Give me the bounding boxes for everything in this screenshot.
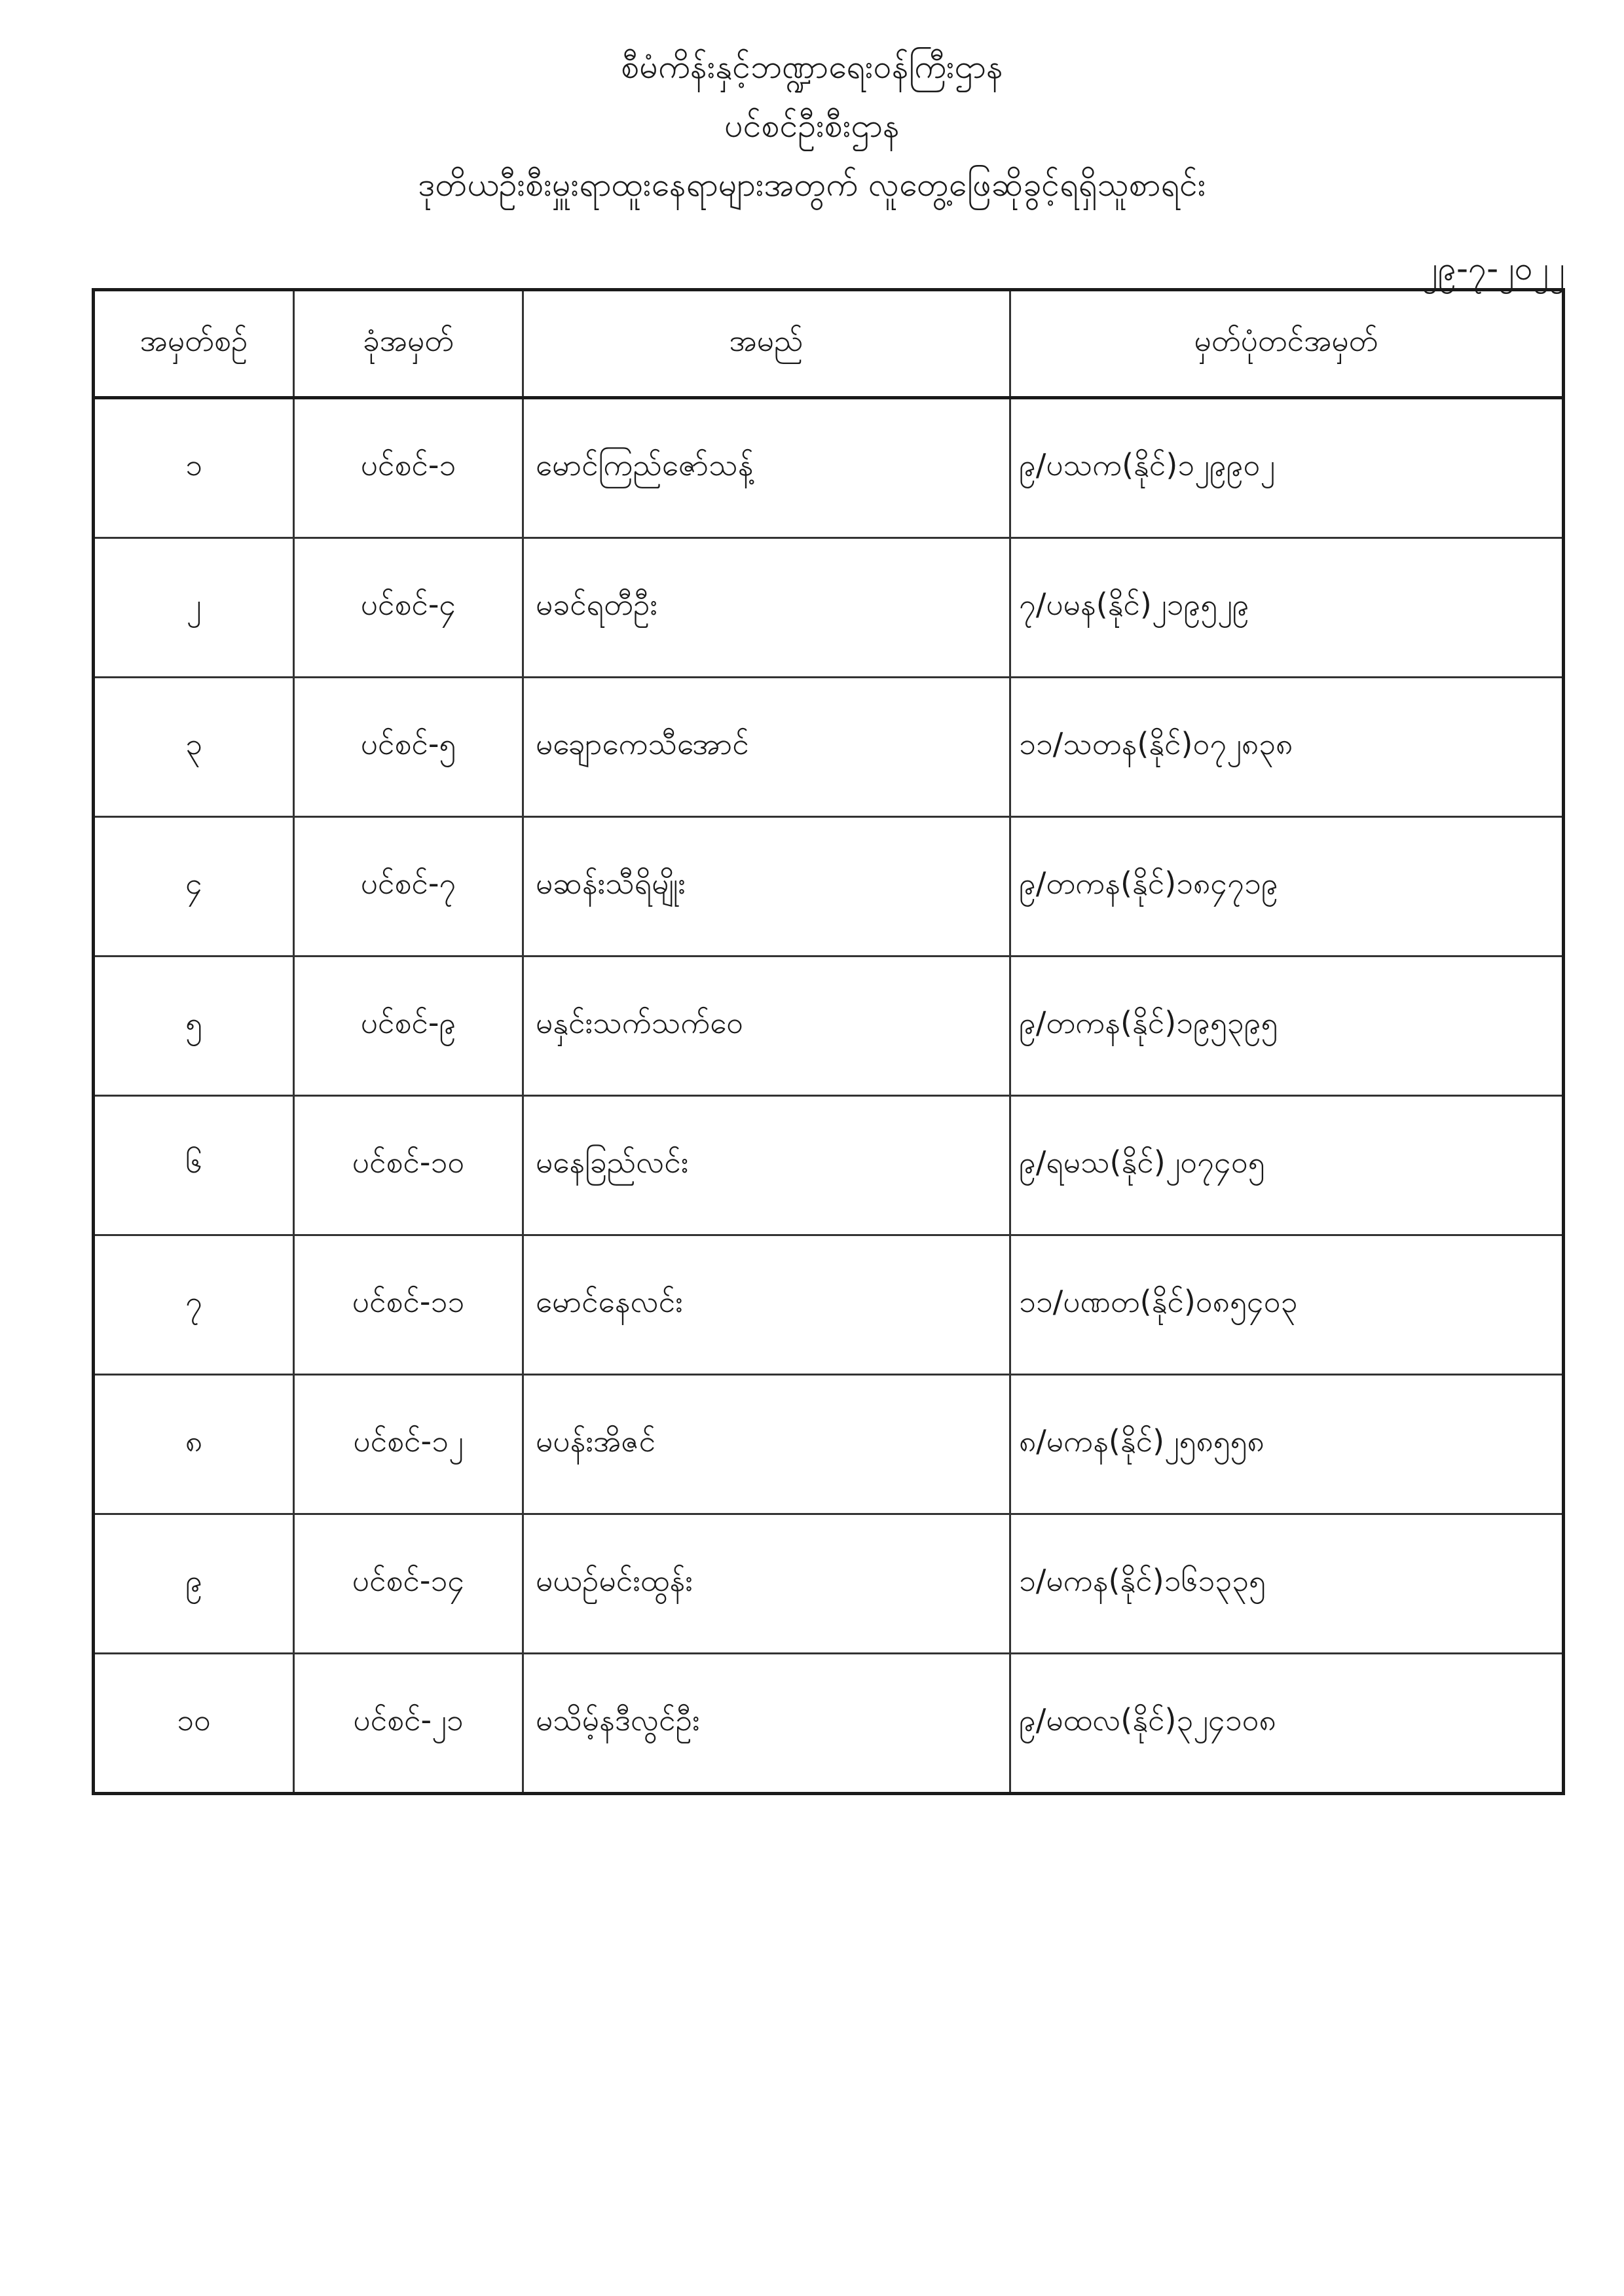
serial-number-cell: ၇ (94, 1235, 294, 1375)
name-cell: မသိမ့်နဒီလွင်ဦး (523, 1654, 1010, 1794)
roll-number-cell: ပင်စင်-၄ (294, 538, 523, 678)
nrc-cell: ၁/မကန(နိုင်)၁၆၁၃၃၅ (1010, 1514, 1564, 1654)
header-roll-number: ခုံအမှတ် (294, 290, 523, 398)
table-row (94, 1096, 1564, 1235)
list-title: ဒုတိယဦးစီးမှူးရာထူးနေရာများအတွက် လူတွေ့ဖြေဆိုခွင့်ရရှိသူစာရင်း (418, 166, 1206, 204)
table-row (94, 398, 1564, 538)
department-title: ပင်စင်ဦးစီးဌာန (724, 107, 900, 145)
table-row (94, 957, 1564, 1096)
table-row (94, 1654, 1564, 1794)
header-serial-number: အမှတ်စဉ် (94, 290, 294, 398)
roll-number-cell: ပင်စင်-၁၀ (294, 1096, 523, 1235)
name-cell: မောင်ကြည်ဇော်သန့် (523, 398, 1010, 538)
roll-number-cell: ပင်စင်-၁၂ (294, 1375, 523, 1514)
document-date: ၂၉-၇-၂၀၂၂ (1422, 249, 1565, 287)
nrc-cell: ၉/မထလ(နိုင်)၃၂၄၁၀၈ (1010, 1654, 1564, 1794)
roll-number-cell: ပင်စင်-၁၁ (294, 1235, 523, 1375)
table-header-row (94, 290, 1564, 398)
ministry-title: စီမံကိန်းနှင့်ဘဏ္ဍာရေးဝန်ကြီးဌာန (621, 48, 1003, 86)
name-cell: မခင်ရတီဦး (523, 538, 1010, 678)
table-row (94, 1235, 1564, 1375)
nrc-cell: ၇/ပမန(နိုင်)၂၁၉၅၂၉ (1010, 538, 1564, 678)
name-cell: မဆန်းသီရိမျိုး (523, 817, 1010, 957)
serial-number-cell: ၆ (94, 1096, 294, 1235)
nrc-cell: ၉/ပသက(နိုင်)၁၂၉၉၀၂ (1010, 398, 1564, 538)
header-nrc-number: မှတ်ပုံတင်အမှတ် (1010, 290, 1564, 398)
roll-number-cell: ပင်စင်-၁၄ (294, 1514, 523, 1654)
name-cell: မယဉ်မင်းထွန်း (523, 1514, 1010, 1654)
table-row (94, 678, 1564, 817)
name-cell: မောင်နေလင်း (523, 1235, 1010, 1375)
serial-number-cell: ၄ (94, 817, 294, 957)
table-row (94, 538, 1564, 678)
roll-number-cell: ပင်စင်-၁ (294, 398, 523, 538)
nrc-cell: ၁၁/ပဏတ(နိုင်)၀၈၅၄၀၃ (1010, 1235, 1564, 1375)
serial-number-cell: ၈ (94, 1375, 294, 1514)
name-cell: မနေခြည်လင်း (523, 1096, 1010, 1235)
serial-number-cell: ၁၀ (94, 1654, 294, 1794)
nrc-cell: ၉/တကန(နိုင်)၁၉၅၃၉၅ (1010, 957, 1564, 1096)
serial-number-cell: ၃ (94, 678, 294, 817)
name-cell: မနှင်းသက်သက်ဝေ (523, 957, 1010, 1096)
table-row (94, 1375, 1564, 1514)
nrc-cell: ၉/တကန(နိုင်)၁၈၄၇၁၉ (1010, 817, 1564, 957)
roll-number-cell: ပင်စင်-၅ (294, 678, 523, 817)
serial-number-cell: ၁ (94, 398, 294, 538)
table-row (94, 1514, 1564, 1654)
roll-number-cell: ပင်စင်-၉ (294, 957, 523, 1096)
table-row (94, 817, 1564, 957)
name-cell: မချောကေသီအောင် (523, 678, 1010, 817)
header-name: အမည် (523, 290, 1010, 398)
nrc-cell: ၁၁/သတန(နိုင်)၀၇၂၈၃၈ (1010, 678, 1564, 817)
serial-number-cell: ၅ (94, 957, 294, 1096)
serial-number-cell: ၂ (94, 538, 294, 678)
serial-number-cell: ၉ (94, 1514, 294, 1654)
interview-candidate-table (92, 288, 1565, 1795)
nrc-cell: ၉/ရမသ(နိုင်)၂၀၇၄၀၅ (1010, 1096, 1564, 1235)
name-cell: မပန်းအိဇင် (523, 1375, 1010, 1514)
roll-number-cell: ပင်စင်-၂၁ (294, 1654, 523, 1794)
nrc-cell: ၈/မကန(နိုင်)၂၅၈၅၅၈ (1010, 1375, 1564, 1514)
roll-number-cell: ပင်စင်-၇ (294, 817, 523, 957)
